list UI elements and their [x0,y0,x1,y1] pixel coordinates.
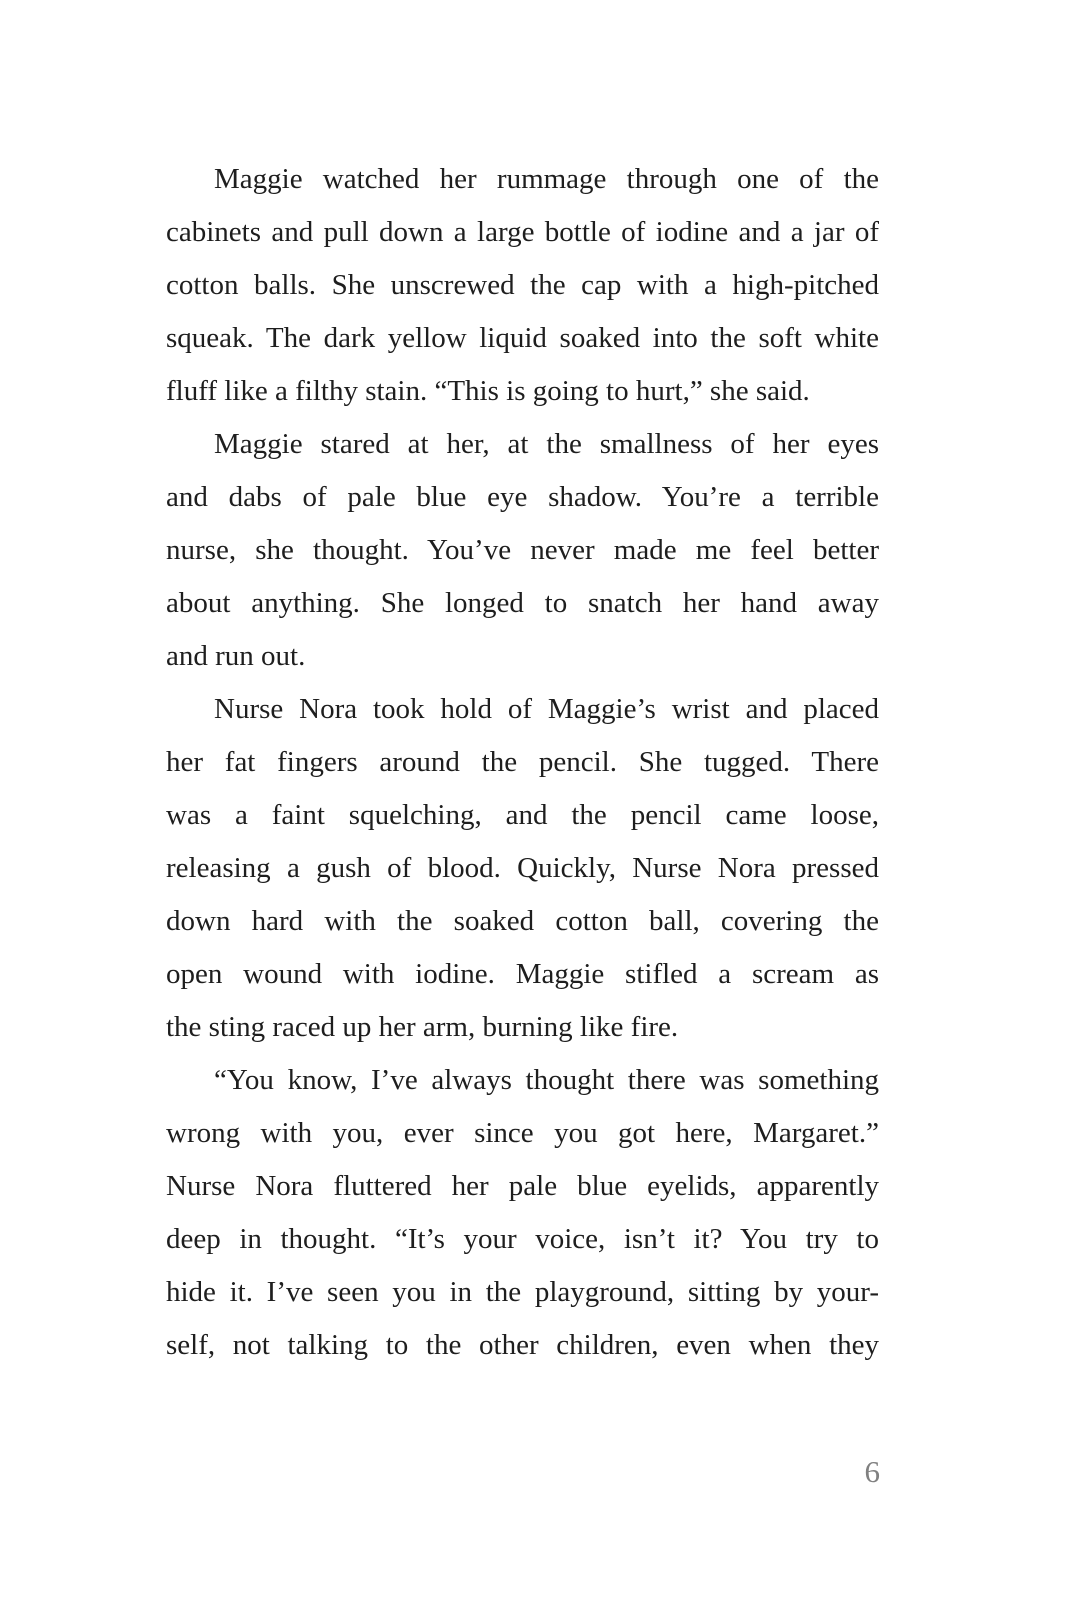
text-line: open wound with iodine. Maggie stifled a scream as [166,958,879,990]
text-line: deep in thought. “It’s your voice, isn’t it? You try to [166,1223,879,1255]
text-line: wrong with you, ever since you got here, Margaret.” [166,1117,879,1149]
text-line: nurse, she thought. You’ve never made me feel better [166,534,879,566]
text-line: “You know, I’ve always thought there was something [214,1064,879,1096]
body-text [166,153,879,1372]
text-line: squeak. The dark yellow liquid soaked into the soft white [166,322,879,354]
text-line: cabinets and pull down a large bottle of iodine and a jar of [166,216,879,248]
text-line: Nurse Nora fluttered her pale blue eyelids, apparently [166,1170,879,1202]
text-line: hide it. I’ve seen you in the playground, sitting by your- [166,1276,879,1308]
text-line: Nurse Nora took hold of Maggie’s wrist and placed [214,693,879,725]
paragraph-4 [166,1054,879,1372]
text-line: down hard with the soaked cotton ball, covering the [166,905,879,937]
paragraph-1 [166,153,879,418]
text-line: about anything. She longed to snatch her hand away [166,587,879,619]
text-line: was a faint squelching, and the pencil came loose, [166,799,879,831]
text-line: Maggie stared at her, at the smallness of her eyes [214,428,879,460]
text-line: her fat fingers around the pencil. She tugged. There [166,746,879,778]
text-line: and dabs of pale blue eye shadow. You’re a terrible [166,481,879,513]
text-line: and run out. [166,640,306,672]
text-line: cotton balls. She unscrewed the cap with a high-pitched [166,269,879,301]
text-line: the sting raced up her arm, burning like fire. [166,1011,679,1043]
text-line: Maggie watched her rummage through one of the [214,163,879,195]
text-line: releasing a gush of blood. Quickly, Nurse Nora pressed [166,852,879,884]
page-number: 6 [864,1454,880,1489]
text-line: fluff like a filthy stain. “This is going to hurt,” she said. [166,375,810,407]
paragraph-2 [166,418,879,683]
paragraph-3 [166,683,879,1054]
text-line: self, not talking to the other children, even when they [166,1329,879,1361]
